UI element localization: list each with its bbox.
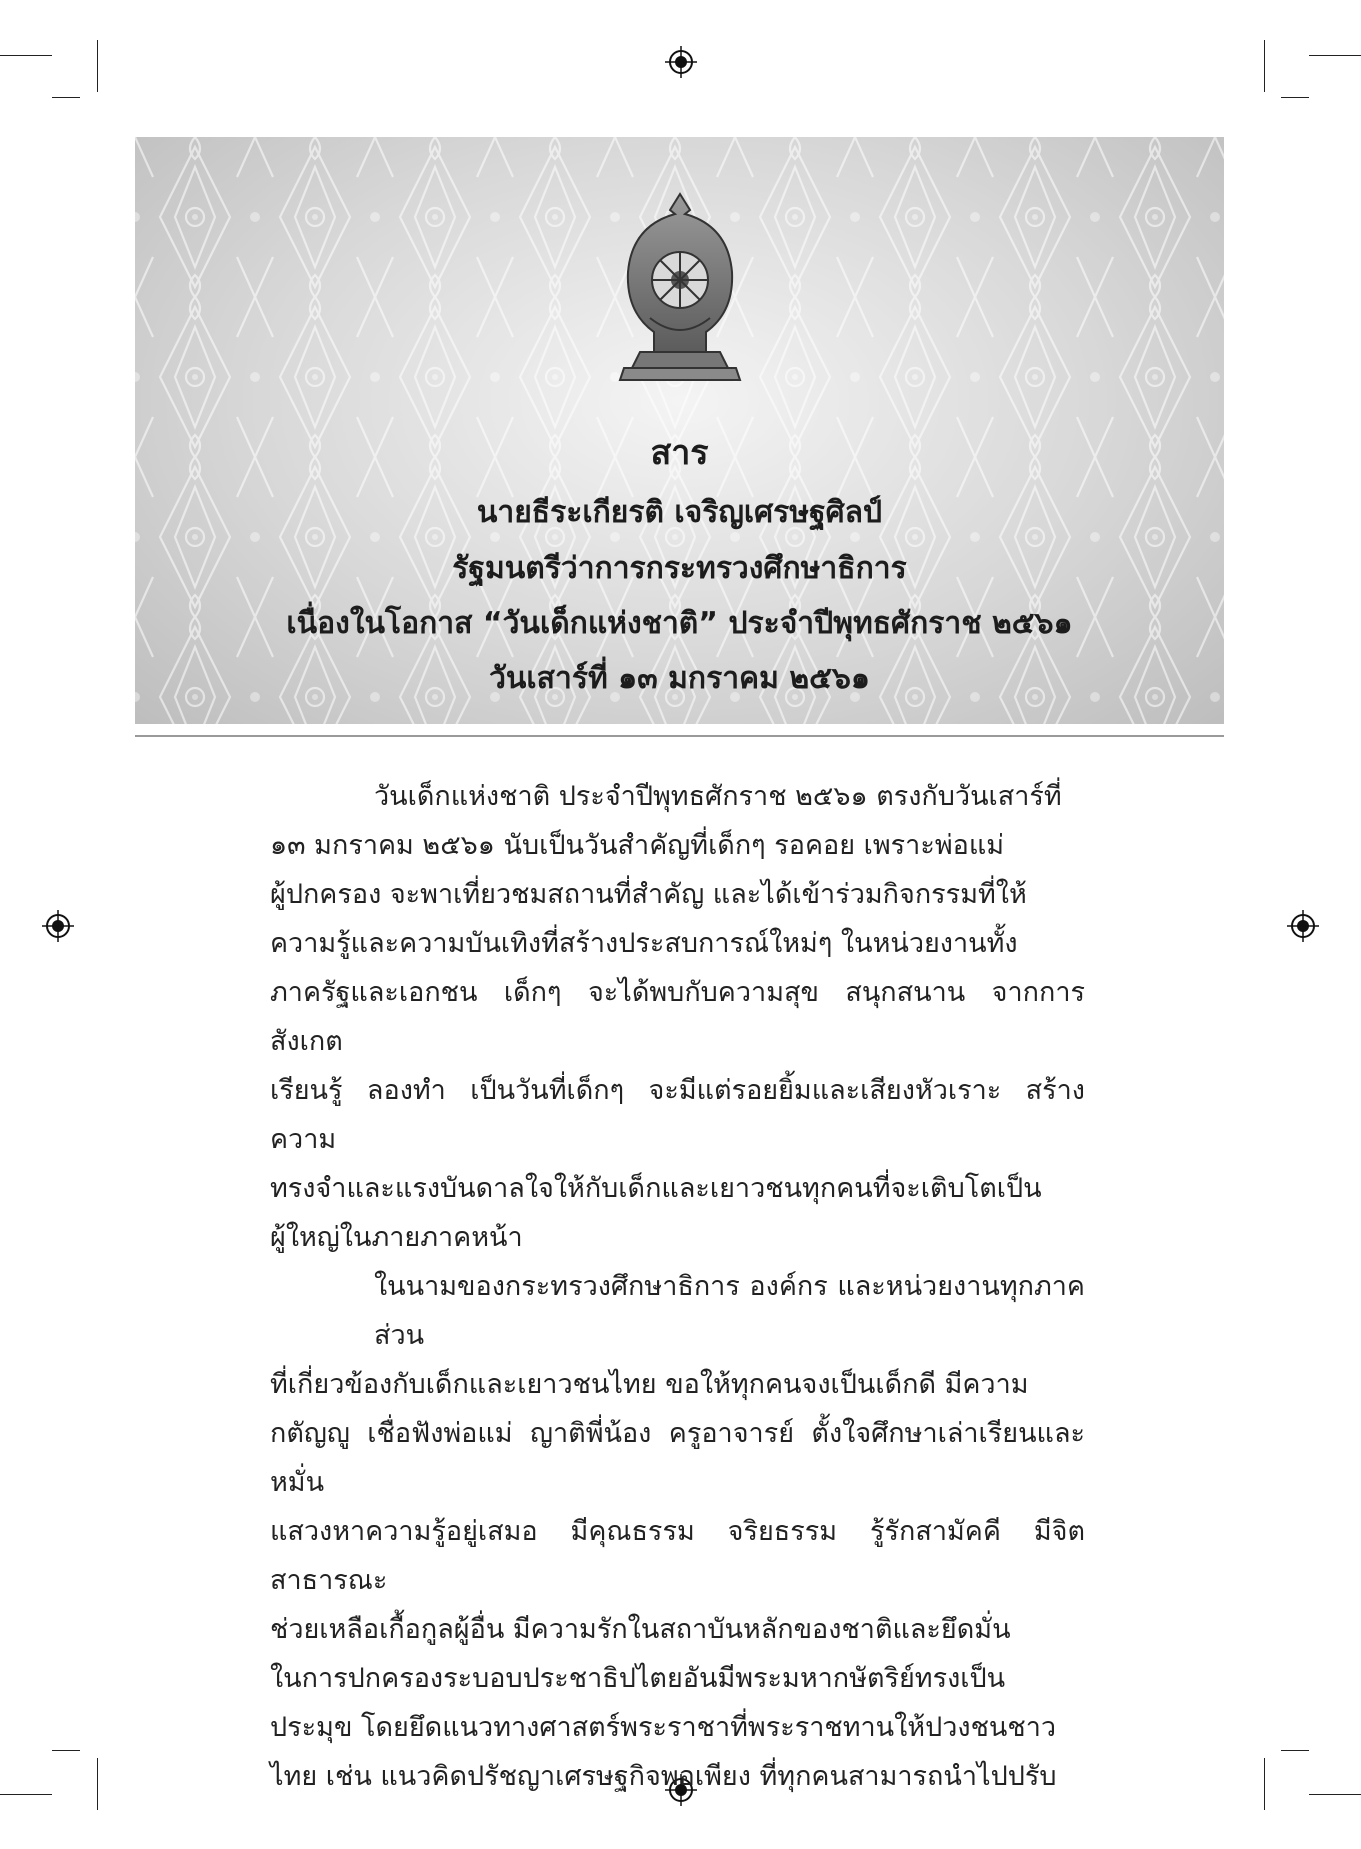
text-line: กตัญญู เชื่อฟังพ่อแม่ ญาติพี่น้อง ครูอาจารย์ ตั้งใจศึกษาเล่าเรียนและหมั่น xyxy=(270,1418,1085,1498)
crop-mark xyxy=(1309,55,1361,56)
crop-mark xyxy=(97,40,98,92)
registration-mark-icon xyxy=(1285,908,1321,944)
text-line: แสวงหาความรู้อยู่เสมอ มีคุณธรรม จริยธรรม รู้รักสามัคคี มีจิตสาธารณะ xyxy=(270,1516,1085,1596)
text-line: เรียนรู้ ลองทำ เป็นวันที่เด็กๆ จะมีแต่รอยยิ้มและเสียงหัวเราะ สร้างความ xyxy=(270,1075,1085,1155)
crop-mark xyxy=(0,55,52,56)
text-line: ช่วยเหลือเกื้อกูลผู้อื่น มีความรักในสถาบันหลักของชาติและยึดมั่น xyxy=(270,1614,1011,1645)
date-line: วันเสาร์ที่ ๑๓ มกราคม ๒๕๖๑ xyxy=(489,661,870,696)
author-name: นายธีระเกียรติ เจริญเศรษฐศิลป์ xyxy=(476,495,883,530)
text-line: ประมุข โดยยึดแนวทางศาสตร์พระราชาที่พระราชทานให้ปวงชนชาว xyxy=(270,1712,1057,1743)
text-line: ๑๓ มกราคม ๒๕๖๑ นับเป็นวันสำคัญที่เด็กๆ รอคอย เพราะพ่อแม่ xyxy=(270,830,1005,861)
crop-mark xyxy=(52,1750,80,1751)
paragraph-1 xyxy=(270,772,1085,1262)
header-banner xyxy=(135,137,1224,724)
crop-mark xyxy=(1281,97,1309,98)
text-line: ผู้ปกครอง จะพาเที่ยวชมสถานที่สำคัญ และได้เข้าร่วมกิจกรรมที่ให้ xyxy=(270,879,1027,910)
crop-mark xyxy=(1264,1758,1265,1810)
text-line: ในนามของกระทรวงศึกษาธิการ องค์กร และหน่วยงานทุกภาคส่วน xyxy=(374,1271,1085,1351)
crop-mark xyxy=(1264,40,1265,92)
registration-mark-icon xyxy=(663,44,699,80)
text-line: ภาครัฐและเอกชน เด็กๆ จะได้พบกับความสุข สนุกสนาน จากการสังเกต xyxy=(270,977,1085,1057)
author-position: รัฐมนตรีว่าการกระทรวงศึกษาธิการ xyxy=(452,551,907,586)
header-divider xyxy=(135,735,1224,737)
message-body xyxy=(270,772,1085,1801)
document-title: สาร xyxy=(650,433,709,473)
crop-mark xyxy=(1309,1794,1361,1795)
text-line: ในการปกครองระบอบประชาธิปไตยอันมีพระมหากษัตริย์ทรงเป็น xyxy=(270,1663,1006,1694)
text-line: ที่เกี่ยวข้องกับเด็กและเยาวชนไทย ขอให้ทุกคนจงเป็นเด็กดี มีความ xyxy=(270,1369,1029,1400)
registration-mark-icon xyxy=(40,908,76,944)
crop-mark xyxy=(0,1794,52,1795)
text-line: ผู้ใหญ่ในภายภาคหน้า xyxy=(270,1222,523,1253)
text-line: ความรู้และความบันเทิงที่สร้างประสบการณ์ใหม่ๆ ในหน่วยงานทั้ง xyxy=(270,928,1018,959)
ministry-emblem-icon xyxy=(610,192,750,382)
paragraph-2 xyxy=(270,1262,1085,1801)
text-line: ไทย เช่น แนวคิดปรัชญาเศรษฐกิจพอเพียง ที่ทุกคนสามารถนำไปปรับ xyxy=(270,1761,1057,1792)
text-line: วันเด็กแห่งชาติ ประจำปีพุทธศักราช ๒๕๖๑ ตรงกับวันเสาร์ที่ xyxy=(374,781,1062,812)
crop-mark xyxy=(52,97,80,98)
crop-mark xyxy=(1281,1750,1309,1751)
occasion-line: เนื่องในโอกาส “วันเด็กแห่งชาติ” ประจำปีพุทธศักราช ๒๕๖๑ xyxy=(286,606,1073,641)
text-line: ทรงจำและแรงบันดาลใจให้กับเด็กและเยาวชนทุกคนที่จะเติบโตเป็น xyxy=(270,1173,1042,1204)
crop-mark xyxy=(97,1758,98,1810)
